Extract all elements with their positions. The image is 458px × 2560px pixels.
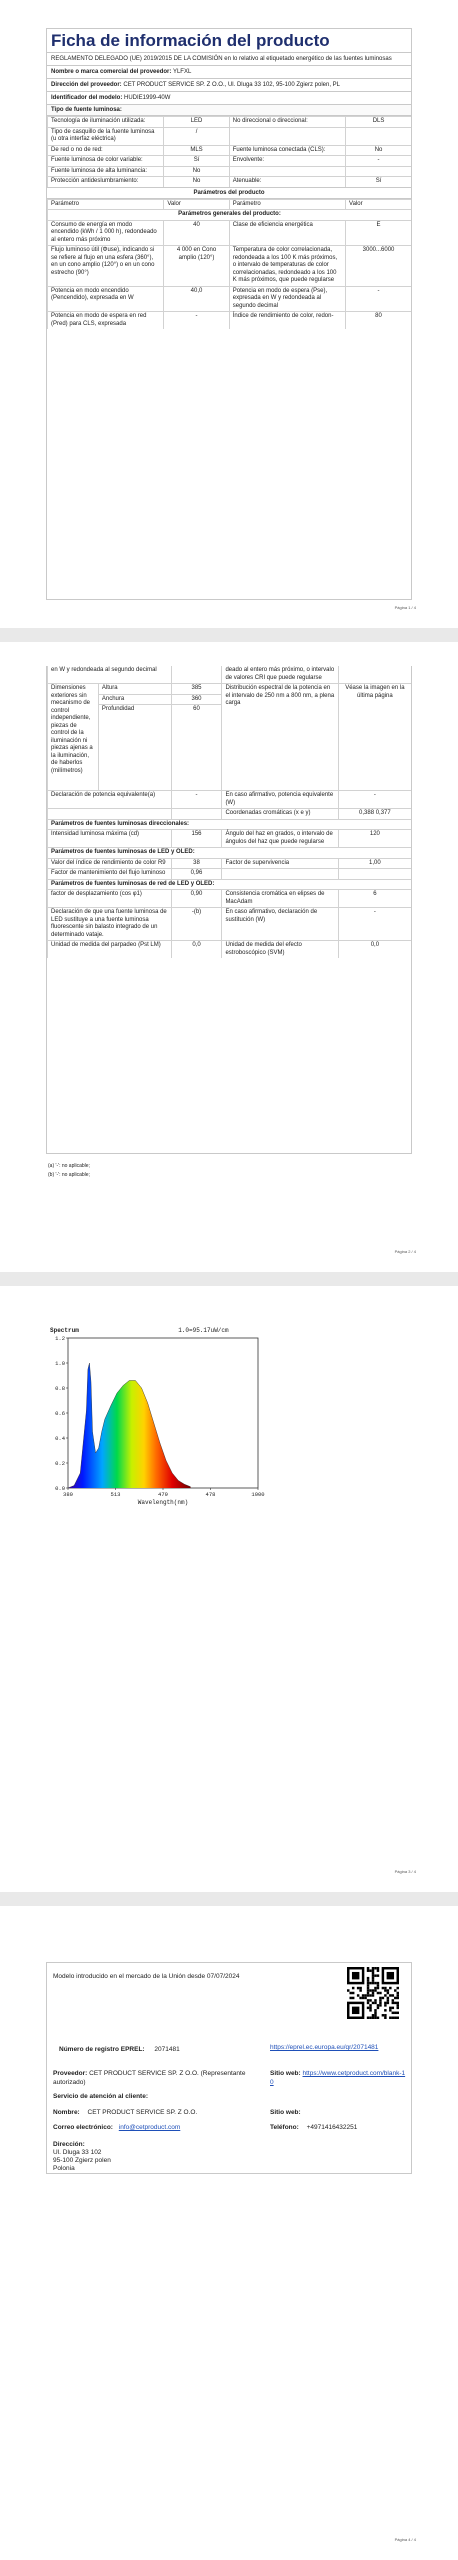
directional-heading: Parámetros de fuentes luminosas direccionales: bbox=[48, 819, 412, 830]
param-value: - bbox=[338, 791, 411, 809]
param-value: 0,388 0,377 bbox=[338, 809, 411, 820]
provider-line bbox=[53, 2069, 263, 2087]
phone-value: +4971416432251 bbox=[306, 2124, 358, 2131]
type-label bbox=[229, 166, 345, 177]
table-row bbox=[48, 809, 412, 820]
param-label: En caso afirmativo, declaración de sustitución (W) bbox=[222, 908, 338, 941]
param-value: 80 bbox=[346, 312, 411, 330]
light-source-type-heading: Tipo de fuente luminosa: bbox=[47, 105, 411, 116]
y-tick-label: 0.6 bbox=[55, 1410, 65, 1417]
param-value bbox=[171, 809, 222, 820]
service-name-label: Nombre: bbox=[53, 2109, 80, 2116]
param-label: En caso afirmativo, potencia equivalente (W) bbox=[222, 791, 338, 809]
x-tick-label: 479 bbox=[158, 1491, 168, 1498]
email-label: Correo electrónico: bbox=[53, 2124, 113, 2131]
phone-label: Teléfono: bbox=[270, 2124, 299, 2131]
param-label: Factor de mantenimiento del flujo luminoso bbox=[48, 869, 172, 880]
table-row bbox=[48, 684, 412, 695]
regulation-text: REGLAMENTO DELEGADO (UE) 2019/2015 DE LA COMISIÓN en lo relativo al etiquetado energético de las fuentes luminosas bbox=[47, 53, 411, 66]
table-header-row bbox=[48, 199, 412, 210]
supplier-name-value: YLFXL bbox=[172, 69, 192, 75]
param-value bbox=[338, 666, 411, 684]
param-label: Potencia en modo de espera (Pse), expresada en W y redondeada al segundo decimal bbox=[229, 286, 345, 312]
x-tick-label: 1000 bbox=[251, 1491, 265, 1498]
type-label: Tecnología de iluminación utilizada: bbox=[48, 117, 164, 128]
page-2 bbox=[0, 642, 458, 1272]
table-row bbox=[48, 791, 412, 809]
type-label: Fuente luminosa de color variable: bbox=[48, 156, 164, 167]
website-line bbox=[270, 2069, 408, 2087]
param-label: factor de desplazamiento (cos φ1) bbox=[48, 890, 172, 908]
type-value: DLS bbox=[346, 117, 411, 128]
footnote-b: (b) '-': no aplicable; bbox=[48, 1172, 90, 1178]
supplier-address-label: Dirección del proveedor: bbox=[51, 82, 122, 88]
param-label bbox=[48, 809, 172, 820]
page-number: Página 3 / 4 bbox=[394, 1869, 416, 1874]
params-table bbox=[47, 199, 411, 330]
supplier-address-value: CET PRODUCT SERVICE SP. Z O.O., Ul. Dluga 33 102, 95-100 Zgierz polen, PL bbox=[123, 82, 341, 88]
table-row bbox=[48, 117, 412, 128]
y-tick-label: 1.0 bbox=[55, 1360, 65, 1367]
supplier-address-line bbox=[47, 79, 411, 92]
param-label: en W y redondeada al segundo decimal bbox=[48, 666, 172, 684]
params-table-continued bbox=[47, 666, 411, 958]
provider-value: CET PRODUCT SERVICE SP. Z O.O. (Representante autorizado) bbox=[53, 2070, 246, 2086]
param-label: Declaración de que una fuente luminosa de LED sustituye a una fuente luminosa fluorescente sin balasto integrado de un determinado vataje. bbox=[48, 908, 172, 941]
address-line: Polonia bbox=[53, 2165, 75, 2172]
param-value: 40,0 bbox=[164, 286, 229, 312]
type-label: De red o no de red: bbox=[48, 145, 164, 156]
supplier-name-line bbox=[47, 66, 411, 79]
footnotes bbox=[48, 1162, 90, 1180]
page-3 bbox=[0, 1286, 458, 1892]
type-label: Envolvente: bbox=[229, 156, 345, 167]
type-value: MLS bbox=[164, 145, 229, 156]
product-sheet-frame bbox=[46, 666, 412, 1154]
table-row bbox=[48, 156, 412, 167]
dimension-value: 60 bbox=[171, 705, 222, 791]
footnote-a: (a) '-': no aplicable; bbox=[48, 1163, 90, 1169]
table-row bbox=[48, 890, 412, 908]
x-tick-label: 478 bbox=[205, 1491, 216, 1498]
table-row bbox=[48, 941, 412, 959]
param-value bbox=[338, 869, 411, 880]
param-value: - bbox=[171, 791, 222, 809]
param-value: 0,0 bbox=[338, 941, 411, 959]
service-heading: Servicio de atención al cliente: bbox=[53, 2093, 149, 2100]
param-label: Unidad de medida del efecto estroboscópico (SVM) bbox=[222, 941, 338, 959]
type-value bbox=[346, 166, 411, 177]
eprel-info-box bbox=[46, 1962, 412, 2174]
type-value: - bbox=[346, 156, 411, 167]
y-tick-label: 0.2 bbox=[55, 1460, 65, 1467]
section-row bbox=[48, 819, 412, 830]
general-heading: Parámetros generales del producto: bbox=[48, 210, 412, 221]
param-label: Unidad de medida del parpadeo (Pst LM) bbox=[48, 941, 172, 959]
type-value: / bbox=[164, 127, 229, 145]
eprel-link[interactable]: https://eprel.ec.europa.eu/qr/2071481 bbox=[270, 2044, 379, 2051]
service-name-line bbox=[53, 2109, 197, 2116]
dimension-name: Altura bbox=[98, 684, 171, 695]
param-value: 38 bbox=[171, 858, 222, 869]
y-tick-label: 0.0 bbox=[55, 1485, 65, 1492]
section-row bbox=[48, 848, 412, 859]
table-row bbox=[48, 127, 412, 145]
type-value: No bbox=[164, 166, 229, 177]
col-param: Parámetro bbox=[229, 199, 345, 210]
param-value: 4 000 en Cono amplio (120°) bbox=[164, 246, 229, 287]
spectral-label: Distribución espectral de la potencia en el intervalo de 250 nm a 800 nm, a plena carga bbox=[222, 684, 338, 791]
col-value: Valor bbox=[346, 199, 411, 210]
type-label: Fuente luminosa conectada (CLS): bbox=[229, 145, 345, 156]
param-value: 156 bbox=[171, 830, 222, 848]
table-row bbox=[48, 858, 412, 869]
table-row bbox=[48, 177, 412, 187]
param-value: 0,90 bbox=[171, 890, 222, 908]
supplier-name-label: Nombre o marca comercial del proveedor: bbox=[51, 69, 172, 75]
type-value: No bbox=[346, 145, 411, 156]
spectral-value: Véase la imagen en la última página bbox=[338, 684, 411, 791]
page-title: Ficha de información del producto bbox=[47, 29, 411, 53]
param-value: 40 bbox=[164, 220, 229, 246]
table-row bbox=[48, 830, 412, 848]
param-value: - bbox=[346, 286, 411, 312]
y-tick-label: 1.2 bbox=[55, 1335, 65, 1342]
provider-label: Proveedor: bbox=[53, 2070, 88, 2077]
dimension-name: Anchura bbox=[98, 694, 171, 705]
type-value: Sí bbox=[164, 156, 229, 167]
col-param: Parámetro bbox=[48, 199, 164, 210]
param-label: Clase de eficiencia energética bbox=[229, 220, 345, 246]
page-1 bbox=[0, 0, 458, 628]
type-label: Tipo de casquillo de la fuente luminosa (u otra interfaz eléctrica) bbox=[48, 127, 164, 145]
eprel-value: 2071481 bbox=[154, 2046, 180, 2053]
address-label: Dirección: bbox=[53, 2141, 85, 2148]
page-4 bbox=[0, 1906, 458, 2560]
x-tick-label: 513 bbox=[110, 1491, 121, 1498]
param-value: - bbox=[164, 312, 229, 330]
type-value: No bbox=[164, 177, 229, 187]
address-block bbox=[53, 2141, 111, 2173]
eprel-link-wrap bbox=[270, 2043, 395, 2052]
y-tick-label: 0.4 bbox=[55, 1435, 65, 1442]
spectrum-area bbox=[68, 1363, 191, 1488]
param-value: 3000...6000 bbox=[346, 246, 411, 287]
table-row bbox=[48, 246, 412, 287]
param-label: Potencia en modo encendido (Pencendido), expresada en W bbox=[48, 286, 164, 312]
param-label: Temperatura de color correlacionada, redondeada a los 100 K más próximos, o intervalo de temperaturas de color correlacionadas, redondeado a los 100 K más próximos, que puede regularse bbox=[229, 246, 345, 287]
service-name-value: CET PRODUCT SERVICE SP. Z O.O. bbox=[87, 2109, 198, 2116]
table-row bbox=[48, 166, 412, 177]
type-value: Sí bbox=[346, 177, 411, 187]
type-value: LED bbox=[164, 117, 229, 128]
type-value bbox=[346, 127, 411, 145]
x-axis-label: Wavelength(nm) bbox=[137, 1499, 189, 1506]
page-number: Página 1 / 4 bbox=[394, 605, 416, 610]
param-value: -(b) bbox=[171, 908, 222, 941]
param-value: - bbox=[338, 908, 411, 941]
param-label: Consistencia cromática en elipses de MacAdam bbox=[222, 890, 338, 908]
y-tick-label: 0.8 bbox=[55, 1385, 65, 1392]
param-label: Intensidad luminosa máxima (cd) bbox=[48, 830, 172, 848]
param-label: Declaración de potencia equivalente(a) bbox=[48, 791, 172, 809]
param-label: Potencia en modo de espera en red (Pred) para CLS, expresada bbox=[48, 312, 164, 330]
params-heading: Parámetros del producto bbox=[47, 187, 411, 199]
eprel-label: Número de registro EPREL: bbox=[59, 2046, 145, 2053]
phone-line bbox=[270, 2124, 357, 2131]
table-row bbox=[48, 312, 412, 330]
section-row bbox=[48, 210, 412, 221]
dimension-value: 385 bbox=[171, 684, 222, 695]
type-label: Protección antideslumbramiento: bbox=[48, 177, 164, 187]
spectrum-chart bbox=[46, 1316, 296, 1506]
x-tick-label: 380 bbox=[63, 1491, 73, 1498]
address-line: Ul. Dluga 33 102 bbox=[53, 2149, 102, 2156]
eprel-line bbox=[53, 2045, 265, 2054]
table-row bbox=[48, 286, 412, 312]
type-label: Atenuable: bbox=[229, 177, 345, 187]
type-label bbox=[229, 127, 345, 145]
led-oled-heading: Parámetros de fuentes luminosas de LED y OLED: bbox=[48, 848, 412, 859]
dimensions-label: Dimensiones exteriores sin mecanismo de control independiente, piezas de control de la iluminación ni piezas ajenas a la iluminación, de haberlos (milímetros) bbox=[48, 684, 99, 791]
param-label: Ángulo del haz en grados, o intervalo de ángulos del haz que puede regularse bbox=[222, 830, 338, 848]
param-label: Flujo luminoso útil (Φuse), indicando si se refiere al flujo en una esfera (360°), en un cono amplio (120°) o en un cono estrecho (90°) bbox=[48, 246, 164, 287]
dimension-value: 360 bbox=[171, 694, 222, 705]
param-label: Índice de rendimiento de color, redon- bbox=[229, 312, 345, 330]
param-value: 120 bbox=[338, 830, 411, 848]
service-site-label: Sitio web: bbox=[270, 2109, 301, 2116]
type-label: No direccional o direccional: bbox=[229, 117, 345, 128]
dimension-name: Profundidad bbox=[98, 705, 171, 791]
email-line bbox=[53, 2124, 180, 2131]
param-label: Valor del índice de rendimiento de color R9 bbox=[48, 858, 172, 869]
address-line: 95-100 Zgierz polen bbox=[53, 2157, 111, 2164]
param-value bbox=[171, 666, 222, 684]
y-axis-label: Spectrum bbox=[50, 1327, 79, 1334]
table-row bbox=[48, 666, 412, 684]
col-value: Valor bbox=[164, 199, 229, 210]
param-label: Factor de supervivencia bbox=[222, 858, 338, 869]
type-label: Fuente luminosa de alta luminancia: bbox=[48, 166, 164, 177]
table-row bbox=[48, 145, 412, 156]
qr-code-icon[interactable] bbox=[347, 1967, 399, 2019]
param-label bbox=[222, 869, 338, 880]
param-value: 1,00 bbox=[338, 858, 411, 869]
param-value: 6 bbox=[338, 890, 411, 908]
market-intro: Modelo introducido en el mercado de la Unión desde 07/07/2024 bbox=[53, 1973, 240, 1980]
table-row bbox=[48, 869, 412, 880]
chart-annotation: 1.0=95.17uW/cm bbox=[178, 1327, 229, 1334]
param-label: deado al entero más próximo, o intervalo de valores CRI que puede regularse bbox=[222, 666, 338, 684]
page-number: Página 2 / 4 bbox=[394, 1249, 416, 1254]
model-label: Identificador del modelo: bbox=[51, 95, 123, 101]
light-source-type-table bbox=[47, 116, 411, 187]
model-line bbox=[47, 92, 411, 105]
website-link[interactable]: https://www.cetproduct.com/blank-10 bbox=[270, 2070, 406, 2086]
website-label: Sitio web: bbox=[270, 2070, 301, 2077]
mains-heading: Parámetros de fuentes luminosas de red de LED y OLED: bbox=[48, 879, 412, 890]
param-value: 0,96 bbox=[171, 869, 222, 880]
model-value: HUDIE1999-40W bbox=[124, 95, 171, 101]
param-value: 0,0 bbox=[171, 941, 222, 959]
section-row bbox=[48, 879, 412, 890]
param-label: Consumo de energía en modo encendido (kWh / 1 000 h), redondeado al entero más próximo bbox=[48, 220, 164, 246]
param-label: Coordenadas cromáticas (x e y) bbox=[222, 809, 338, 820]
page-number: Página 4 / 4 bbox=[394, 2537, 416, 2542]
param-value: E bbox=[346, 220, 411, 246]
table-row bbox=[48, 220, 412, 246]
table-row bbox=[48, 908, 412, 941]
product-sheet-frame bbox=[46, 28, 412, 600]
email-link[interactable]: info@cetproduct.com bbox=[118, 2124, 181, 2131]
